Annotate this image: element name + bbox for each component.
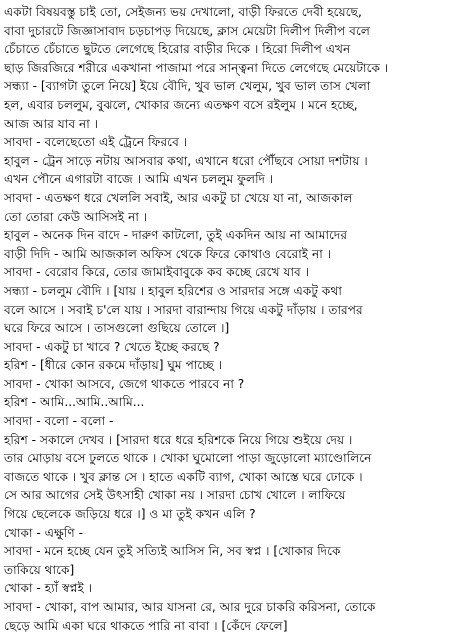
text-line: বাড়ী দিদি - আমি আজকাল অফিস থেকে ফিরে কোথাও বেরোই না । (4, 246, 332, 261)
text-line: তাকিয়ে থাকে] (4, 562, 75, 577)
text-line: সন্ধ্যা - চললুম বৌদি । [যায় । হাবুল হরিশের ও সারদার সঙ্গে একটু কথা (4, 283, 342, 298)
text-line: হাবুল - ট্রেন সাড়ে নটায় আসবার কথা, এখানে ধরো পৌঁছবে সোয়া দশটায় । (4, 153, 368, 168)
text-line: আজ আর যাব না । (4, 116, 99, 131)
text-line: হরিশ - [ধীরে কোন রকমে দাঁড়ায়] ঘুম পাচ্ছে । (4, 358, 223, 373)
text-line: খোকা - এক্ষুণি - (4, 525, 83, 540)
text-line: সন্ধ্যা - [ব্যাগটা তুলে নিয়ে] ইয়ে বৌদি, খুব ভাল খেলুম, খুব ভাল তাস খেলা (4, 79, 371, 94)
text-line: হল, এবার চললুম, বুঝলে, খোকার জন্যে এতক্ষণ বসে রইলুম । মনে হচ্ছে, (4, 97, 358, 112)
text-line: তো তোরা কেউ আসিসই না । (4, 209, 148, 224)
text-line: এখন পৌনে এগারটা বাজে । আমি এখন চললুম ফুলদি । (4, 172, 274, 187)
text-line: হরিশ - সকালে দেখব । [সারদা ধরে ধরে হরিশকে নিয়ে গিয়ে শুইয়ে দেয় । (4, 432, 353, 447)
text-line: হরিশ - আমি...আমি..আমি... (4, 395, 145, 410)
text-line: সাবদা - বলেছেতো এই ট্রেনে ফিরবে । (4, 135, 188, 150)
text-line: চেঁচাতে চেঁচাতে ছুটতে লেগেছে হিরোর বাড়ীর দিকে । হিরো দিলীপ এখন (4, 42, 351, 57)
text-line: সাবদা - এতক্ষণ ধরে খেললি সবাই, আর একটু চা খেয়ে যা না, আজকাল (4, 190, 353, 205)
text-line: সে আর আগের সেই উৎসাহী খোকা নয় । সারদা চোখ খোলে । লাফিয়ে (4, 488, 346, 503)
text-line: গিয়ে ছেলেকে জড়িয়ে ধরে ।] ও মা তুই কখন এলি ? (4, 507, 256, 522)
text-line: সাবদা - মনে হচ্ছে যেন তুই সত্যিই আসিস নি, সব স্বপ্ন । [খোকার দিকে (4, 544, 341, 559)
text-line: বলে আসে । সবাই চ'লে যায় । সারদা বারান্দায় গিয়ে একটু দাঁড়ায় । তারপর (4, 302, 363, 317)
text-line: বাবা দুচারটে জিজ্ঞাসাবাদ চড়চাপড় দিয়েছে, ক্লাস মেয়েটা দিলীপ দিলীপ বলে (4, 23, 370, 38)
text-line: হাবুল - অনেক দিন বাদে - দারুণ কাটলো, তুই একদিন আয় না আমাদের (4, 228, 348, 243)
text-line: সাবদা - বেরোব কিরে, তোর জামাইবাবুকে কব কচ্ছে রেখে যাব । (4, 265, 310, 280)
text-line: সাবদা - একটু চা খাবে ? খেতে ইচ্ছে করছে ? (4, 339, 220, 354)
text-line: ছেড়ে আমি একা ঘরে থাকতে পারি না বাবা । [কেঁদে ফেলে] (4, 618, 288, 633)
text-line: ঘরে ফিরে আসে । তাসগুলো গুছিয়ে তোলে ।] (4, 321, 230, 336)
text-line: খোকা - হ্যাঁ স্বপ্নই । (4, 581, 93, 596)
text-line: একটা বিষয়বস্তু চাই তো, সেইজন্য ভয় দেখালো, বাড়ী ফিরতে দেবী হয়েছে, (4, 5, 362, 19)
text-line: বাজতে থাকে । খুব ক্লান্ত সে । হাতে একটি ব্যাগ, খোকা আস্তে ঘরে ঢোকে । (4, 469, 363, 484)
text-line: সাবদা - খোকা, বাপ আমার, আর যাসনা রে, আর দুরে চাকরি করিসনা, তোকে (4, 600, 376, 614)
text-line: সাবদা - খোকা আসবে, জেগে থাকতে পারবে না ? (4, 376, 245, 391)
text-line: ছাড় জিরজিরে শরীরে একখানা পাজামা পরে সান্ত্বনা দিতে লেগেছে মেয়েটাকে । (4, 60, 389, 75)
text-line: সাবদা - বলো - বলো - (4, 414, 114, 429)
text-line: তার মোড়ায় বসে ঢুলতে থাকে । খোকা ঘুমোলো পাড়া জুড়োলো ম্যাণ্ডোলিনে (4, 451, 372, 466)
